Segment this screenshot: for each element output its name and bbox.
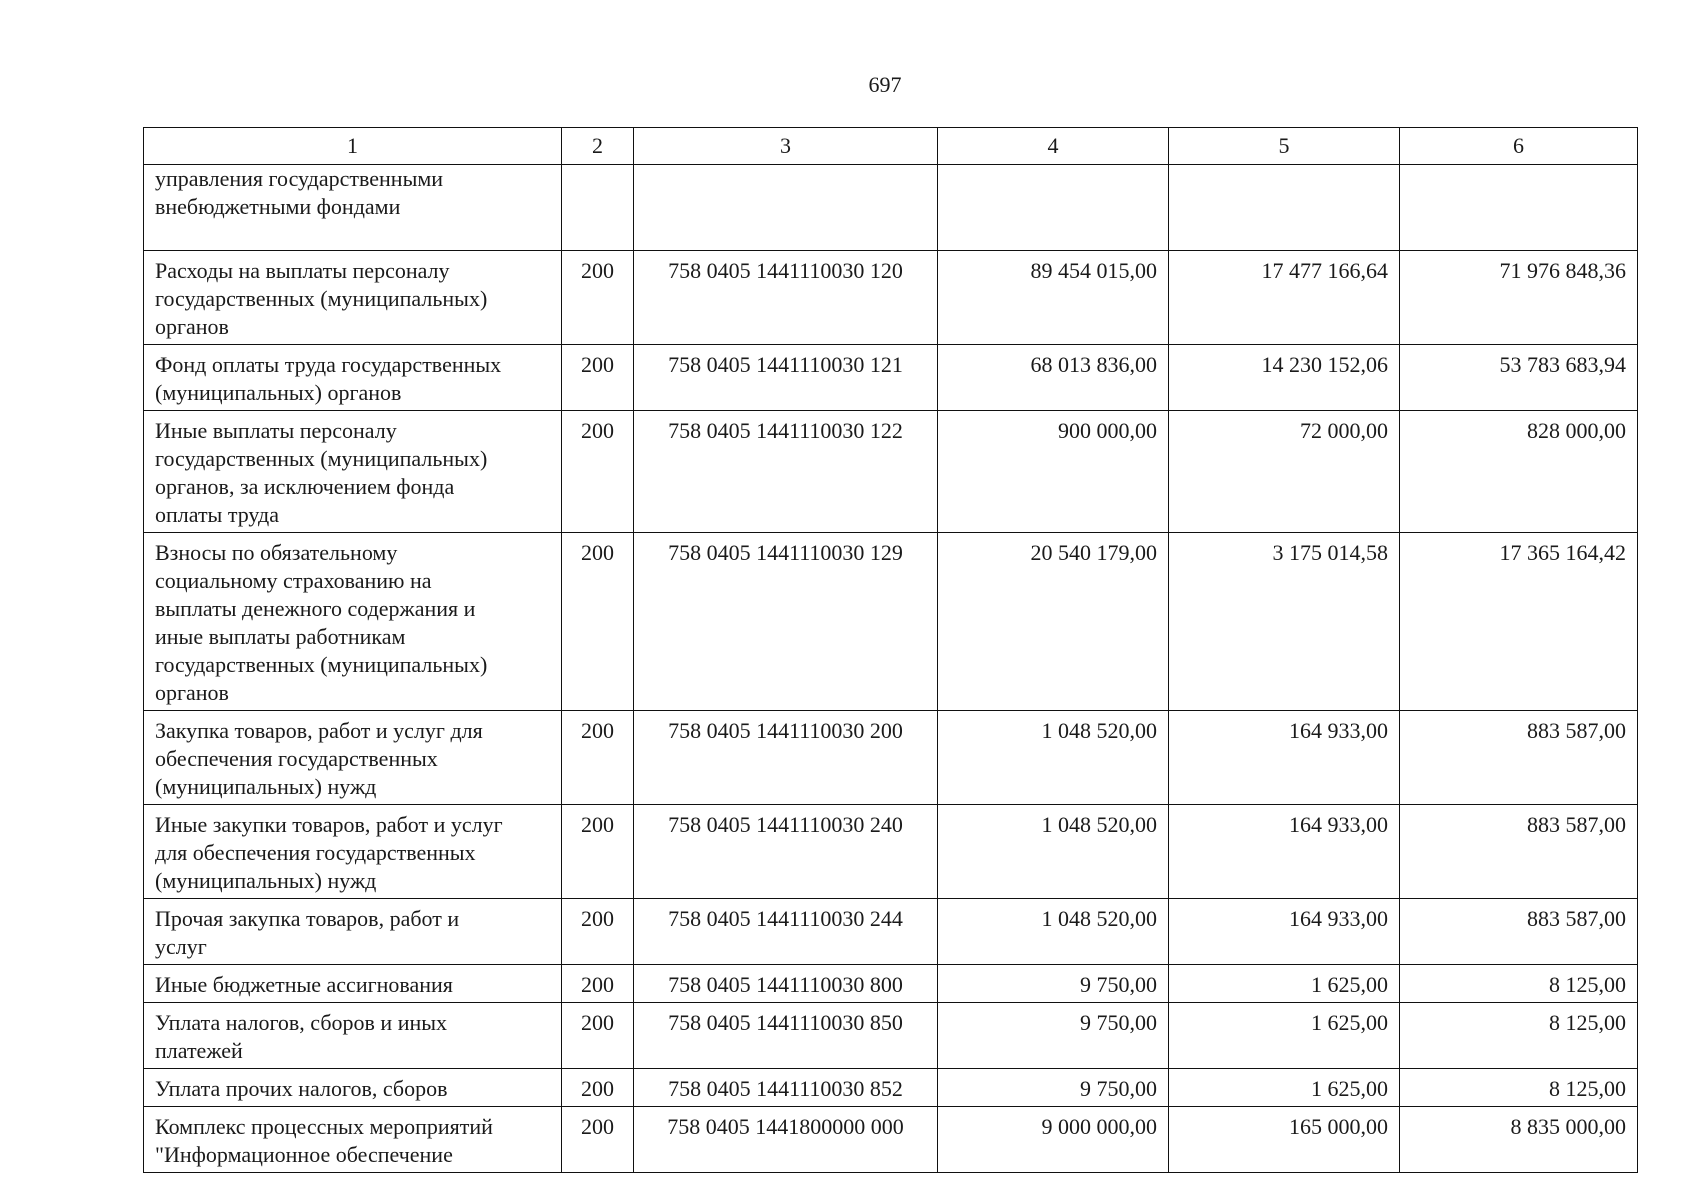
row-name-cell: Закупка товаров, работ и услуг для обеспечения государственных (муниципальных) нужд xyxy=(144,711,562,805)
row-name-cell: Иные закупки товаров, работ и услуг для обеспечения государственных (муниципальных) нужд xyxy=(144,805,562,899)
row-approved-cell: 89 454 015,00 xyxy=(938,251,1169,345)
row-executed-cell: 165 000,00 xyxy=(1169,1107,1400,1173)
row-code-cell: 200 xyxy=(562,1003,634,1069)
row-approved-cell: 900 000,00 xyxy=(938,411,1169,533)
row-executed-cell: 164 933,00 xyxy=(1169,805,1400,899)
row-kbk-cell: 758 0405 1441110030 244 xyxy=(634,899,938,965)
row-approved-cell: 9 000 000,00 xyxy=(938,1107,1169,1173)
row-code-cell xyxy=(562,165,634,251)
row-approved-cell: 1 048 520,00 xyxy=(938,899,1169,965)
row-name-cell: Уплата прочих налогов, сборов xyxy=(144,1069,562,1107)
row-name-cell: Уплата налогов, сборов и иных платежей xyxy=(144,1003,562,1069)
table-row xyxy=(144,345,1638,411)
row-executed-cell: 14 230 152,06 xyxy=(1169,345,1400,411)
row-unexecuted-cell: 8 125,00 xyxy=(1400,1003,1638,1069)
row-executed-cell: 1 625,00 xyxy=(1169,1003,1400,1069)
row-kbk-cell xyxy=(634,165,938,251)
column-header-2: 2 xyxy=(562,128,634,165)
row-unexecuted-cell: 883 587,00 xyxy=(1400,805,1638,899)
budget-execution-table xyxy=(143,127,1638,1173)
table-row xyxy=(144,251,1638,345)
column-header-6: 6 xyxy=(1400,128,1638,165)
row-code-cell: 200 xyxy=(562,533,634,711)
row-approved-cell: 9 750,00 xyxy=(938,1069,1169,1107)
row-name-cell: Взносы по обязательному социальному страхованию на выплаты денежного содержания и иные выплаты работникам государственных (муниципальных) органов xyxy=(144,533,562,711)
row-kbk-cell: 758 0405 1441110030 129 xyxy=(634,533,938,711)
row-unexecuted-cell xyxy=(1400,165,1638,251)
row-code-cell: 200 xyxy=(562,411,634,533)
row-kbk-cell: 758 0405 1441110030 120 xyxy=(634,251,938,345)
table-row xyxy=(144,805,1638,899)
row-name-cell: Иные бюджетные ассигнования xyxy=(144,965,562,1003)
table-row xyxy=(144,899,1638,965)
row-approved-cell: 20 540 179,00 xyxy=(938,533,1169,711)
row-name-cell: Прочая закупка товаров, работ и услуг xyxy=(144,899,562,965)
column-header-1: 1 xyxy=(144,128,562,165)
table-body xyxy=(144,165,1638,1173)
table-row xyxy=(144,1003,1638,1069)
row-approved-cell: 1 048 520,00 xyxy=(938,805,1169,899)
row-code-cell: 200 xyxy=(562,805,634,899)
row-approved-cell: 68 013 836,00 xyxy=(938,345,1169,411)
table-header xyxy=(144,128,1638,165)
row-kbk-cell: 758 0405 1441800000 000 xyxy=(634,1107,938,1173)
column-header-3: 3 xyxy=(634,128,938,165)
row-kbk-cell: 758 0405 1441110030 240 xyxy=(634,805,938,899)
row-executed-cell xyxy=(1169,165,1400,251)
table-row xyxy=(144,711,1638,805)
header-row xyxy=(144,128,1638,165)
row-name-cell: Иные выплаты персоналу государственных (муниципальных) органов, за исключением фонда оплаты труда xyxy=(144,411,562,533)
row-executed-cell: 3 175 014,58 xyxy=(1169,533,1400,711)
row-unexecuted-cell: 8 835 000,00 xyxy=(1400,1107,1638,1173)
row-kbk-cell: 758 0405 1441110030 852 xyxy=(634,1069,938,1107)
table-row xyxy=(144,533,1638,711)
row-code-cell: 200 xyxy=(562,711,634,805)
row-approved-cell: 9 750,00 xyxy=(938,965,1169,1003)
column-header-5: 5 xyxy=(1169,128,1400,165)
row-name-cell: Фонд оплаты труда государственных (муниципальных) органов xyxy=(144,345,562,411)
row-approved-cell: 1 048 520,00 xyxy=(938,711,1169,805)
row-code-cell: 200 xyxy=(562,251,634,345)
row-unexecuted-cell: 71 976 848,36 xyxy=(1400,251,1638,345)
row-executed-cell: 164 933,00 xyxy=(1169,711,1400,805)
table-row xyxy=(144,411,1638,533)
row-unexecuted-cell: 8 125,00 xyxy=(1400,1069,1638,1107)
row-unexecuted-cell: 17 365 164,42 xyxy=(1400,533,1638,711)
row-code-cell: 200 xyxy=(562,965,634,1003)
row-executed-cell: 17 477 166,64 xyxy=(1169,251,1400,345)
row-kbk-cell: 758 0405 1441110030 200 xyxy=(634,711,938,805)
row-code-cell: 200 xyxy=(562,1107,634,1173)
row-executed-cell: 164 933,00 xyxy=(1169,899,1400,965)
row-code-cell: 200 xyxy=(562,345,634,411)
row-executed-cell: 72 000,00 xyxy=(1169,411,1400,533)
row-executed-cell: 1 625,00 xyxy=(1169,1069,1400,1107)
row-code-cell: 200 xyxy=(562,1069,634,1107)
row-approved-cell: 9 750,00 xyxy=(938,1003,1169,1069)
column-header-4: 4 xyxy=(938,128,1169,165)
row-unexecuted-cell: 883 587,00 xyxy=(1400,711,1638,805)
row-kbk-cell: 758 0405 1441110030 800 xyxy=(634,965,938,1003)
row-unexecuted-cell: 53 783 683,94 xyxy=(1400,345,1638,411)
row-unexecuted-cell: 8 125,00 xyxy=(1400,965,1638,1003)
row-code-cell: 200 xyxy=(562,899,634,965)
row-unexecuted-cell: 883 587,00 xyxy=(1400,899,1638,965)
page-number: 697 xyxy=(868,72,902,97)
table-row xyxy=(144,1107,1638,1173)
row-unexecuted-cell: 828 000,00 xyxy=(1400,411,1638,533)
row-kbk-cell: 758 0405 1441110030 121 xyxy=(634,345,938,411)
row-name-cell: Расходы на выплаты персоналу государственных (муниципальных) органов xyxy=(144,251,562,345)
row-name-cell: управления государственными внебюджетными фондами xyxy=(144,165,562,251)
table-row xyxy=(144,1069,1638,1107)
table-row xyxy=(144,165,1638,251)
row-name-cell: Комплекс процессных мероприятий "Информационное обеспечение xyxy=(144,1107,562,1173)
row-approved-cell xyxy=(938,165,1169,251)
row-executed-cell: 1 625,00 xyxy=(1169,965,1400,1003)
row-kbk-cell: 758 0405 1441110030 850 xyxy=(634,1003,938,1069)
table-row xyxy=(144,965,1638,1003)
row-kbk-cell: 758 0405 1441110030 122 xyxy=(634,411,938,533)
